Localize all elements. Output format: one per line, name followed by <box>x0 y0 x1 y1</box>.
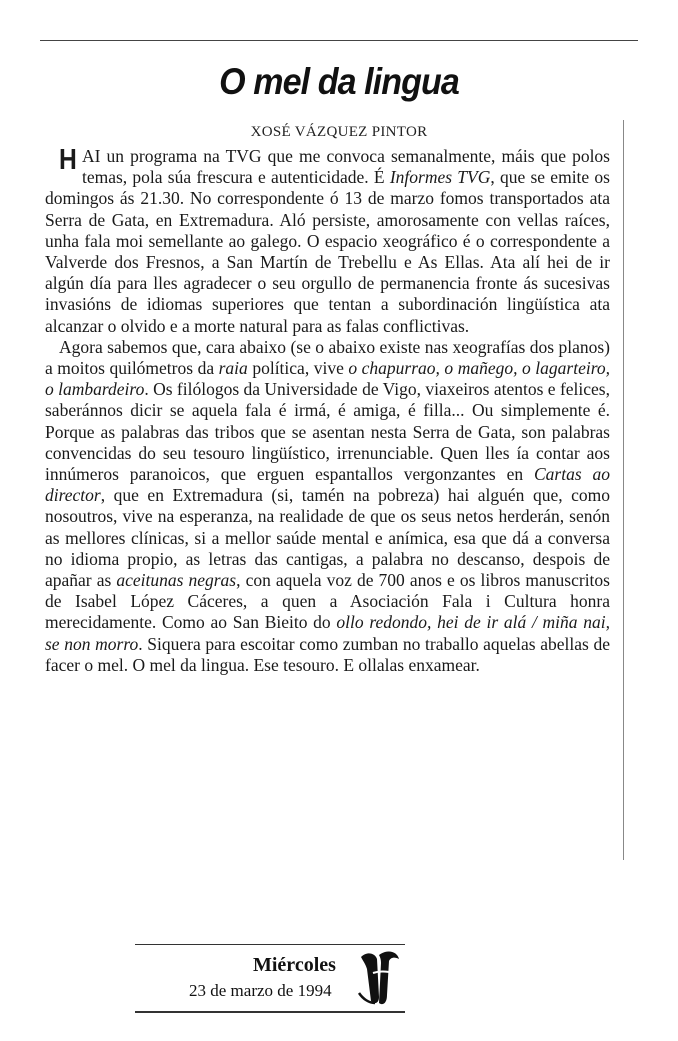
paragraph-text: un programa na TVG que me convoca semanalmente, máis que polos temas, pola súa frescura e autenticidade. É <box>81 146 610 188</box>
paragraph-text: política, vive <box>247 358 349 379</box>
paragraph-text: , con aquela voz de 700 anos e os libros manuscritos de Isabel López Cáceres, a quen a Asociación Fala i Cultura honra merecidamente. Como ao San Bieito do <box>45 570 610 633</box>
italic-text: Cartas ao director <box>45 464 611 506</box>
italic-text: ollo redondo, hei de ir alá / miña nai, se non morro <box>45 612 610 654</box>
paragraph-text: , que en Extremadura (si, tamén na pobreza) hai alguén que, como nosoutros, vive na esperanza, na realidade de que os seus netos herderán, senón as mellores clínicas, si a mellor saúde mental e anímica, esa que dá a conversa no idioma propio, as letras das cantigas, a palabra no descanso, despois de apañar as <box>45 485 610 591</box>
article-paragraph-1 <box>45 146 610 337</box>
article-headline: O mel da lingua <box>219 61 459 102</box>
article-byline: XOSÉ VÁZQUEZ PINTOR <box>250 124 428 140</box>
paragraph-text: Agora sabemos que, cara abaixo (se o abaixo existe nas xeografías dos planos) a moitos quilómetros da <box>45 336 610 379</box>
drop-cap: H <box>59 144 77 176</box>
newspaper-logo-icon <box>357 949 401 1007</box>
italic-text: o chapurrao, o mañego, o lagarteiro, o lambardeiro <box>45 358 610 400</box>
article-paragraph-2 <box>45 337 610 676</box>
paragraph-text: . Siquera para escoitar como zumban no traballo aquelas abellas de facer o mel. O mel da lingua. Ese tesouro. E ollalas enxamear. <box>45 633 611 675</box>
column-rule <box>623 120 624 860</box>
publication-footer <box>135 944 405 1013</box>
paragraph-text: , que se emite os domingos ás 21.30. No correspondente ó 13 de marzo fomos transportados ata Serra de Gata, en Extremadura. Aló persiste, amorosamente con vellas raíces, unha fala moi semellante ao galego. O espacio xeográfico é o correspondente a Valverde dos Fresnos, a San Martín de Trebellu e As Ellas. Ata alí hei de ir algún día para lles agradecer o seu orgullo de permanencia fronte ás sucesivas invasións de idiomas superiores que tentan a subordinación lingüística ata alcanzar o olvido e a morte natural para as falas conflictivas. <box>45 167 610 336</box>
italic-text: Informes TVG <box>389 167 491 188</box>
article-body <box>45 146 610 676</box>
top-rule <box>40 40 638 41</box>
lead-caps: AI <box>81 146 101 166</box>
italic-text: aceitunas negras <box>116 570 237 591</box>
paragraph-text: . Os filólogos da Universidade de Vigo, viaxeiros atentos e felices, saberánnos dicir se aquela fala é irmá, é amiga, é filla... Ou simplemente é. Porque as palabras das tribos que se asentan nesta Serra de Gata, son palabras convencidas do seu tesouro lingüístico, irrenunciable. Quen lles ía contar aos innúmeros paranoicos, que erguen espantallos vergonzantes en <box>45 379 610 485</box>
italic-text: raia <box>218 358 248 379</box>
footer-day: Miércoles <box>253 954 336 976</box>
footer-date: 23 de marzo de 1994 <box>189 981 332 1000</box>
